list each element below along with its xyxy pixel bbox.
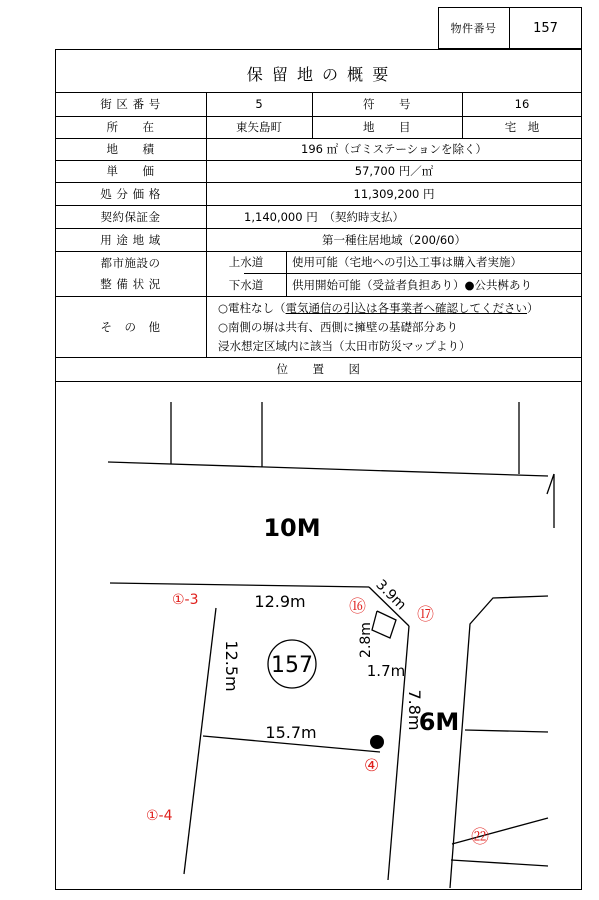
marker-1-4: ①-4: [146, 808, 173, 824]
road-edge-north: [108, 462, 548, 476]
lot-number: 157: [271, 653, 313, 678]
other-line-1-underline: 電気通信の引込は各事業者へ確認してください: [285, 300, 528, 315]
disposal-price-label: 処 分 価 格: [100, 186, 161, 201]
area-label: 地 積: [106, 142, 155, 156]
marker-22: ㉒: [471, 827, 489, 848]
deposit-label: 契約保証金: [100, 209, 161, 224]
block-number-label: 街 区 番 号: [100, 97, 161, 111]
unit-price-value: 57,700 円／㎡: [354, 164, 434, 178]
other-line-2: ○南側の塀は共有、西側に擁壁の基礎部分あり: [218, 319, 459, 334]
parcel-line: [465, 730, 548, 732]
property-number-value: 157: [533, 20, 558, 36]
location-label: 所 在: [106, 120, 155, 134]
facility-label-1: 都市施設の: [100, 256, 161, 270]
land-category-label: 地 目: [363, 120, 411, 134]
block-number-value: 5: [255, 97, 263, 111]
water-value: 使用可能（宅地への引込工事は購入者実施）: [292, 255, 522, 269]
parcel-line: [451, 860, 548, 866]
land-category-value: 宅 地: [504, 120, 540, 134]
other-line-1-pre: ○電柱なし（: [218, 300, 286, 315]
zone-value: 第一種住居地域（200/60）: [322, 232, 466, 247]
facility-label-2: 整 備 状 況: [100, 277, 161, 291]
marker-1-3: ①-3: [172, 592, 199, 608]
unit-price-label: 単 価: [106, 164, 155, 178]
symbol-value: 16: [514, 97, 530, 111]
area-value: 196 ㎡（ゴミステーションを除く）: [301, 142, 487, 156]
dim-station-width: 1.7m: [366, 662, 406, 680]
dim-south: 15.7m: [265, 723, 317, 742]
other-label: そ の 他: [100, 319, 161, 334]
zone-label: 用 途 地 域: [100, 232, 161, 247]
marker-4: ④: [364, 756, 380, 776]
lot-west-edge: [184, 608, 216, 874]
other-line-3: 浸水想定区域内に該当（太田市防災マップより）: [218, 339, 471, 353]
garbage-station: [372, 611, 396, 638]
sewer-label: 下水道: [228, 277, 264, 292]
marker-17: ⑰: [417, 605, 434, 625]
dim-station-height: 2.8m: [358, 622, 374, 658]
dim-corner: 3.9m: [372, 576, 410, 614]
symbol-label: 符 号: [363, 97, 411, 111]
road-north-width: 10M: [263, 514, 321, 542]
location-value: 東矢島町: [236, 120, 282, 134]
road-east-width: 6M: [418, 708, 460, 736]
page-title: 保 留 地 の 概 要: [246, 64, 391, 84]
location-map-label: 位 置 図: [276, 362, 361, 376]
sewer-value: 供用開始可能（受益者負担あり）●公共桝あり: [292, 277, 533, 292]
deposit-value: 1,140,000 円 （契約時支払）: [244, 209, 404, 224]
parcel-line: [452, 818, 548, 844]
other-line-1-post: ）: [527, 300, 539, 315]
public-catch-basin-icon: [370, 735, 384, 749]
water-label: 上水道: [228, 255, 264, 269]
road-edge-south: [110, 583, 369, 587]
dim-north: 12.9m: [254, 592, 306, 611]
property-number-label: 物件番号: [450, 22, 497, 35]
marker-16: ⑯: [349, 597, 366, 617]
road-edge-east: [450, 596, 548, 888]
disposal-price-value: 11,309,200 円: [353, 186, 435, 201]
dim-west: 12.5m: [222, 640, 241, 692]
dim-east: 7.8m: [405, 689, 424, 731]
